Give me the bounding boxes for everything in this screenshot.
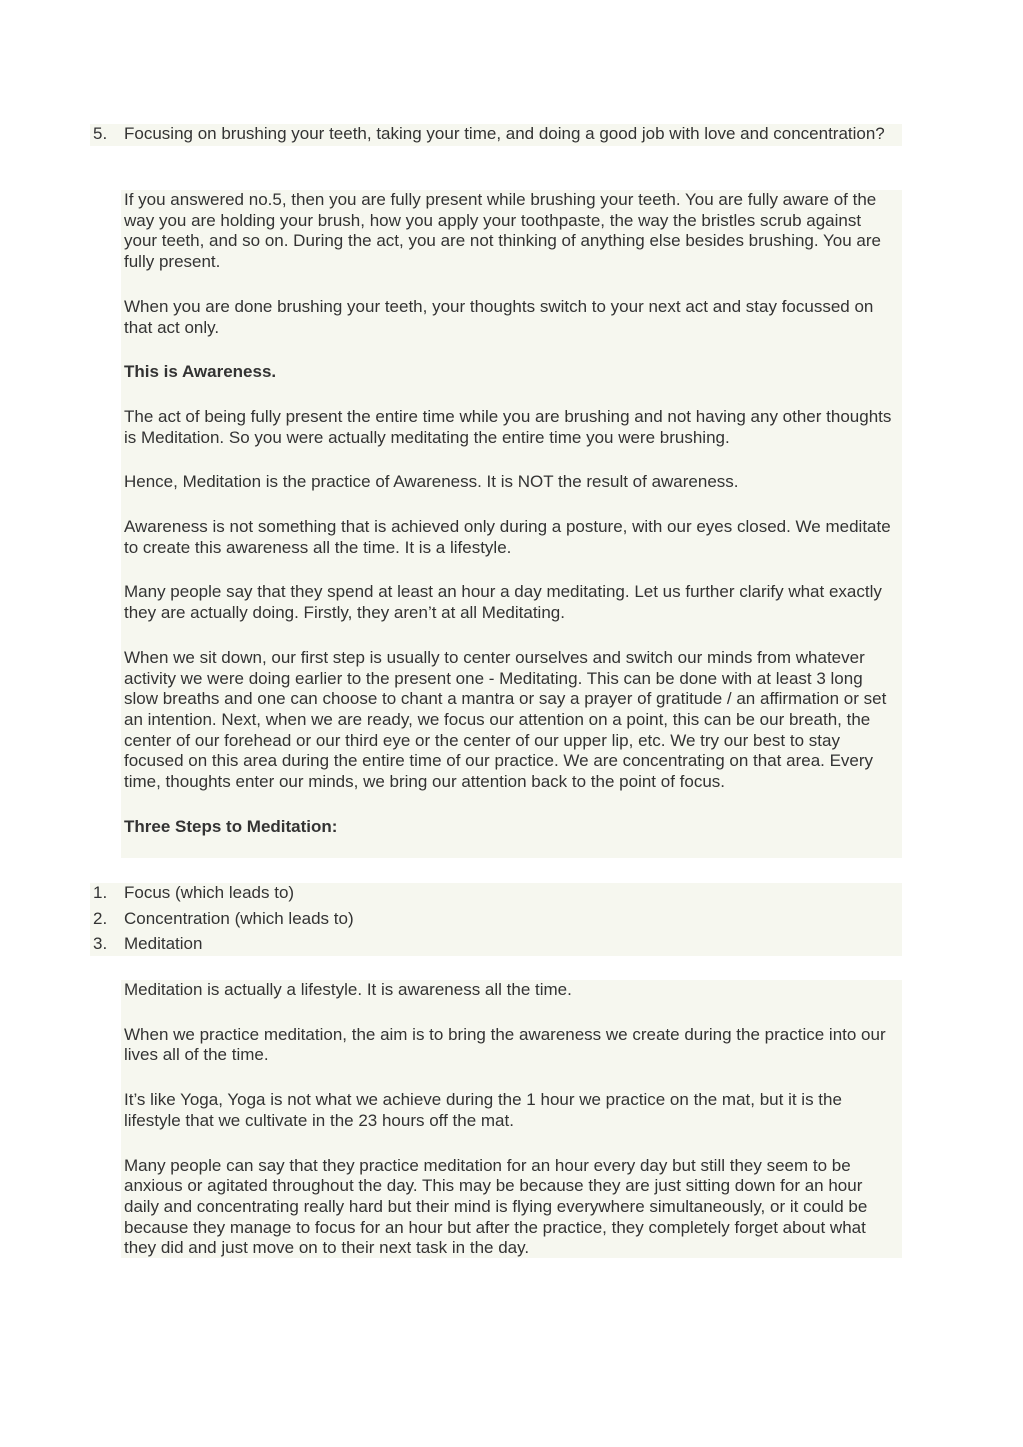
paragraph-lifestyle-awareness: Meditation is actually a lifestyle. It is awareness all the time. — [124, 980, 572, 999]
list-item-text: Focus (which leads to) — [124, 883, 295, 902]
list-number: 5. — [93, 124, 108, 143]
paragraph-sit-down: When we sit down, our first step is usually to center ourselves and switch our minds from whatever activity we were doing earlier to the present one - Meditating. This can be done with at least 3 long slow breaths and one can choose to chant a mantra or say a prayer of gratitude / an affirmation or set an intention. Next, when we are ready, we focus our attention on a point, this can be our breath, the center of our forehead or our third eye or the center of our upper lip, etc. We try our best to stay focused on this area during the entire time of our practice. We are concentrating on that area. Every time, thoughts enter our minds, we bring our attention back to the point of focus. — [124, 647, 887, 792]
paragraph-done-brushing: When you are done brushing your teeth, your thoughts switch to your next act and stay focussed on that act only. — [124, 296, 874, 337]
list-item-text: Meditation — [124, 934, 203, 954]
heading-three-steps: Three Steps to Meditation: — [124, 816, 338, 836]
paragraph-meditation-definition: The act of being fully present the entire time while you are brushing and not having any other thoughts is Meditation. So you were actually meditating the entire time you were brushing. — [124, 406, 892, 447]
list-number: 1. — [93, 883, 108, 902]
list-item — [90, 909, 902, 930]
list-item-text: Focusing on brushing your teeth, taking your time, and doing a good job with love and concentration? — [124, 124, 885, 143]
list-item — [90, 883, 902, 904]
list-number: 3. — [93, 934, 108, 954]
list-number: 2. — [93, 908, 108, 928]
steps-list — [90, 883, 902, 956]
paragraph-yoga: It’s like Yoga, Yoga is not what we achieve during the 1 hour we practice on the mat, but it is the lifestyle that we cultivate in the 23 hours off the mat. — [124, 1090, 842, 1130]
list-item-text: Concentration (which leads to) — [124, 908, 354, 928]
content-block-awareness — [121, 190, 902, 858]
paragraph-answer: If you answered no.5, then you are fully present while brushing your teeth. You are fully aware of the way you are holding your brush, how you apply your toothpaste, the way the bristles scrub against your teeth, and so on. During the act, you are not thinking of anything else besides brushing. You are fully present. — [124, 190, 882, 272]
paragraph-practice-aim: When we practice meditation, the aim is to bring the awareness we create during the practice into our lives all of the time. — [124, 1024, 886, 1065]
paragraph-hour-a-day: Many people say that they spend at least an hour a day meditating. Let us further clarify what exactly they are actually doing. Firstly, they aren’t at all Meditating. — [124, 582, 882, 623]
paragraph-practice-of-awareness: Hence, Meditation is the practice of Awareness. It is NOT the result of awareness. — [124, 472, 739, 492]
content-block-lifestyle — [121, 980, 902, 1258]
paragraph-lifestyle: Awareness is not something that is achieved only during a posture, with our eyes closed. We meditate to create this awareness all the time. It is a lifestyle. — [124, 517, 891, 557]
heading-awareness: This is Awareness. — [124, 362, 277, 382]
paragraph-anxious: Many people can say that they practice meditation for an hour every day but still they seem to be anxious or agitated throughout the day. This may be because they are just sitting down for an hour daily and concentrating really hard but their mind is flying everywhere simultaneously, or it could be because they manage to focus for an hour but after the practice, they completely forget about what they did and just move on to their next task in the day. — [124, 1155, 868, 1258]
list-item-5 — [90, 124, 902, 146]
list-item — [90, 934, 902, 955]
